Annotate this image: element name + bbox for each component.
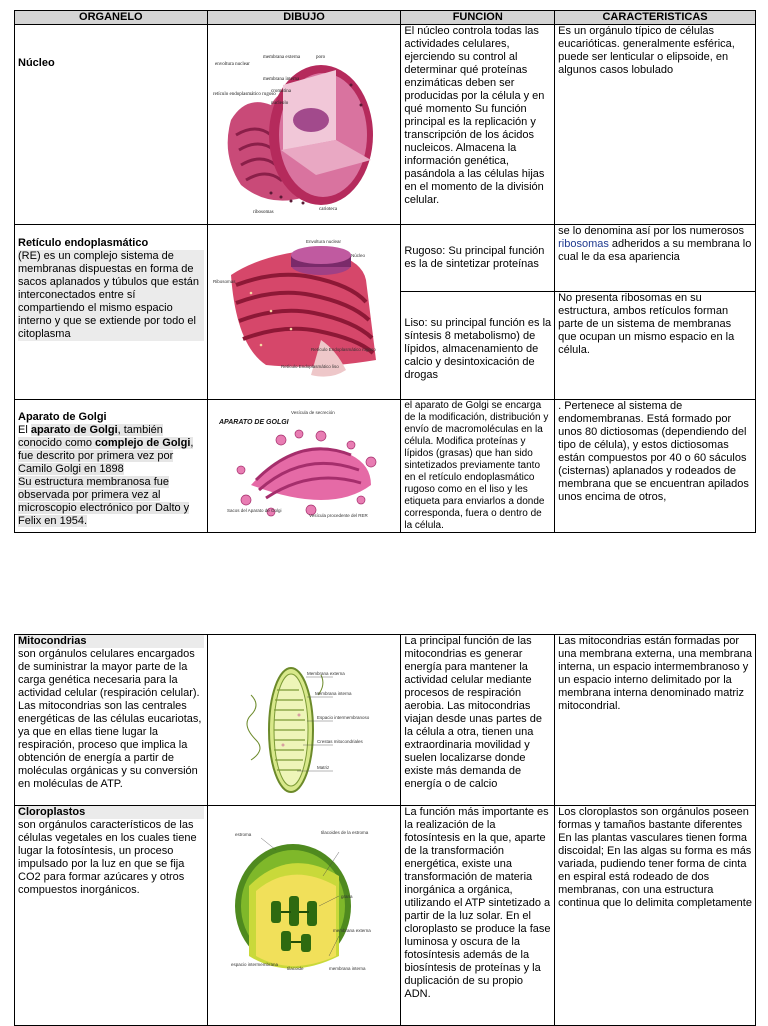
organelo-desc-reticulo: (RE) es un complejo sistema de membranas dispuestas en forma de sacos aplanados y túbulos que están interconectados entre sí compartiendo el mismo espacio interno y que se extiende por todo el citoplasma (18, 250, 204, 341)
label-membrana-externa: membrana externa (332, 928, 371, 933)
organelo-cell (15, 400, 208, 533)
ribosomas-link[interactable]: ribosomas (558, 238, 609, 250)
header-dibujo: DIBUJO (207, 11, 401, 25)
organelo-cell (15, 806, 208, 1026)
car-rugoso-pre: se lo denomina así por los numerosos (558, 225, 744, 237)
organelo-desc-mitocondrias: son orgánulos celulares encargados de suministrar la mayor parte de la carga genética necesaria para la actividad celular (respiración celular). Las mitocondrias son las centrales energéticas de las células eucariotas, ya que en ellas tiene lugar la respiración, proceso que implica la obtención de energía a partir de moléculas orgánicas y su conversión en moléculas de ATP. (18, 648, 202, 790)
mitocondria-illustration (247, 668, 323, 792)
nucleus-illustration (227, 65, 372, 205)
caracteristicas-cell (555, 225, 756, 292)
reticulo-diagram (211, 225, 393, 399)
caracteristicas-cell: Las mitocondrias están formadas por una membrana externa, una membrana interna, un espacio intermembranoso y un espacio interno delimitado por la membrana interna denominado matriz mitocondrial. (555, 635, 756, 806)
dibujo-cell (207, 400, 401, 533)
dibujo-cell (207, 25, 401, 225)
organelo-cell (15, 25, 208, 225)
table-row-cloroplastos (15, 806, 756, 1026)
cloroplasto-illustration (235, 844, 351, 969)
label-tilacoide: tilacoide (286, 966, 304, 971)
label-carioteca: carioteca (318, 207, 337, 212)
label-membrana-interna: membrana interna (262, 77, 299, 82)
golgi-desc-part: , fue descrito por primera vez por Camilo Golgi en 1898 (18, 437, 194, 475)
caracteristicas-cell: Los cloroplastos son orgánulos poseen formas y tamaños bastante diferentes En las plantas vasculares tienen forma discoidal; En las algas su forma es más variada, pudiendo tener forma de cinta en espiral está rodeado de dos membranas, con una estructura continua que lo delimita completamente (555, 806, 756, 1026)
label-vesicula-rer: Vesícula procedente del RER (308, 513, 368, 518)
organelo-name-mitocondrias: Mitocondrias (18, 635, 204, 648)
label-vesicula-secrecion: Vesícula de secreción (290, 410, 335, 415)
label-membrana-interna: Membrana interna (314, 691, 352, 696)
cloroplasto-diagram (211, 806, 393, 1024)
organelle-table-1 (14, 10, 756, 533)
label-rer: Retículo Endoplasmático rugoso (310, 347, 376, 352)
reticulo-illustration (231, 246, 376, 377)
dibujo-cell (207, 806, 401, 1026)
label-tilacoides-estroma: tilacoides de la estroma (320, 830, 368, 835)
organelo-cell (15, 635, 208, 806)
label-rel: Retículo Endoplasmático liso (280, 364, 339, 369)
label-espacio-intermembranoso: Espacio intermembranoso (316, 715, 369, 720)
label-membrana-externa: membrana externa (262, 55, 300, 60)
funcion-cell: El núcleo controla todas las actividades celulares, ejerciendo su control al determinar qué proteínas enzimáticas deben ser producidas por la célula y en qué momento Su función principal es la replicación y transcripción de los ácidos nucleicos. Almacena la información genética, pasándola a las células hijas en el momento de la división celular. (401, 25, 555, 225)
label-envoltura-nuclear: Envoltura nuclear (305, 239, 341, 244)
golgi-illustration (237, 430, 376, 516)
dibujo-cell (207, 225, 401, 400)
funcion-cell: La función más importante es la realización de la fotosíntesis en la que, aparte de la transformación energética, existe una transformación de materia inorgánica a orgánica, utilizando el ATP sintetizado a partir de la luz solar. En el cloroplasto se produce la fase luminosa y oscura de la fotosíntesis además de la biosíntesis de proteínas y la duplicación de su propio ADN. (401, 806, 555, 1026)
label-crestas: Crestas mitocondriales (316, 739, 363, 744)
label-matriz: Matriz (316, 765, 329, 770)
nucleus-diagram (211, 25, 393, 223)
label-membrana-externa: Membrana externa (306, 671, 345, 676)
organelo-desc-cloroplastos: son orgánulos característicos de las células vegetales en los cuales tiene lugar la fotosíntesis, un proceso impulsado por la luz en que se fija CO2 para formar azúcares y otros compuestos inorgánicos. (18, 819, 197, 896)
organelle-table-2 (14, 634, 756, 1026)
table-row-mitocondrias (15, 635, 756, 806)
label-membrana-interna: membrana interna (328, 966, 366, 971)
header-organelo: ORGANELO (15, 11, 208, 25)
table-row-golgi (15, 400, 756, 533)
funcion-rugoso: Rugoso: Su principal función es la de sintetizar proteínas (404, 245, 545, 271)
table-row-nucleo (15, 25, 756, 225)
label-poro: poro (315, 55, 325, 60)
car-rugoso-post: adheridos a su membrana lo cual le da esa apariencia (558, 238, 752, 263)
header-caracteristicas: CARACTERISTICAS (555, 11, 756, 25)
label-envoltura: envoltura nuclear (214, 62, 250, 67)
label-estroma: estroma (234, 832, 251, 837)
table-header-row (15, 11, 756, 25)
golgi-desc-part: , también conocido como (18, 424, 163, 449)
label-nucleo: Núcleo (350, 253, 365, 258)
golgi-diagram (211, 400, 393, 528)
label-ribosomas: Ribosomas (212, 279, 236, 284)
label-espacio-intermembrana: espacio intermembrana (230, 962, 278, 967)
golgi-desc-part: El (18, 424, 31, 436)
mitocondria-diagram (211, 635, 393, 804)
label-rer: retículo endoplasmático rugoso (212, 92, 276, 97)
label-nucleolo: nucleolo (270, 101, 288, 106)
header-funcion: FUNCION (401, 11, 555, 25)
organelo-name-cloroplastos: Cloroplastos (18, 806, 204, 819)
label-ribosomas: ribosomas (252, 210, 274, 215)
funcion-cell: La principal función de las mitocondrias es generar energía para mantener la actividad celular mediante procesos de respiración aerobia. Las mitocondrias viajan desde unas partes de la célula a otra, tienen una extraordinaria movilidad y suelen localizarse donde existe más demanda de energía o de calcio (401, 635, 555, 806)
label-aparato-golgi: APARATO DE GOLGI (218, 419, 289, 426)
golgi-desc-bold: aparato de Golgi (30, 424, 118, 436)
funcion-cell (401, 292, 555, 400)
label-grana: grana (340, 894, 353, 899)
funcion-liso: Liso: su principal función es la síntesis 8 metabolismo) de lípidos, almacenamiento de calcio y desintoxicación de drogas (404, 317, 552, 382)
dibujo-cell (207, 635, 401, 806)
table-row-reticulo-rugoso (15, 225, 756, 292)
caracteristicas-cell: No presenta ribosomas en su estructura, ambos retículos forman parte de un sistema de membranas que ocupan un mismo espacio en la célula. (555, 292, 756, 400)
organelo-name-reticulo: Retículo endoplasmático (18, 237, 149, 249)
organelo-name-golgi: Aparato de Golgi (18, 411, 107, 423)
golgi-desc-part: Su estructura membranosa fue observada por primera vez al microscopio electrónico por Dalto y Felix en 1954. (18, 476, 190, 527)
golgi-desc-bold: complejo de Golgi (95, 437, 191, 449)
caracteristicas-cell: Es un orgánulo típico de células eucarióticas. generalmente esférica, puede ser lenticular o elipsoide, en algunos casos lobulado (555, 25, 756, 225)
label-cromatina: cromatina (270, 89, 291, 94)
organelo-name-nucleo: Núcleo (18, 56, 55, 69)
label-sacos-golgi: Sacos del Aparato de Golgi (226, 508, 282, 513)
funcion-cell: el aparato de Golgi se encarga de la modificación, distribución y envío de macromoléculas en la célula. Modifica proteínas y lípidos (grasas) que han sido sintetizados previamente tanto en el retículo endoplasmático rugoso como en el liso y les etiqueta para enviarlos a donde corresponda, fuera o dentro de la célula. (401, 400, 555, 533)
organelo-desc-golgi (18, 424, 204, 528)
funcion-cell (401, 225, 555, 292)
caracteristicas-cell: . Pertenece al sistema de endomembranas. Está formado por unos 80 dictiosomas (dependiendo del tipo de célula), y estos dictiosomas están compuestos por 40 o 60 sáculos (cisternas) aplanados y rodeados de membrana que se encuentran apilados unos encima de otros, (555, 400, 756, 533)
organelo-cell (15, 225, 208, 400)
